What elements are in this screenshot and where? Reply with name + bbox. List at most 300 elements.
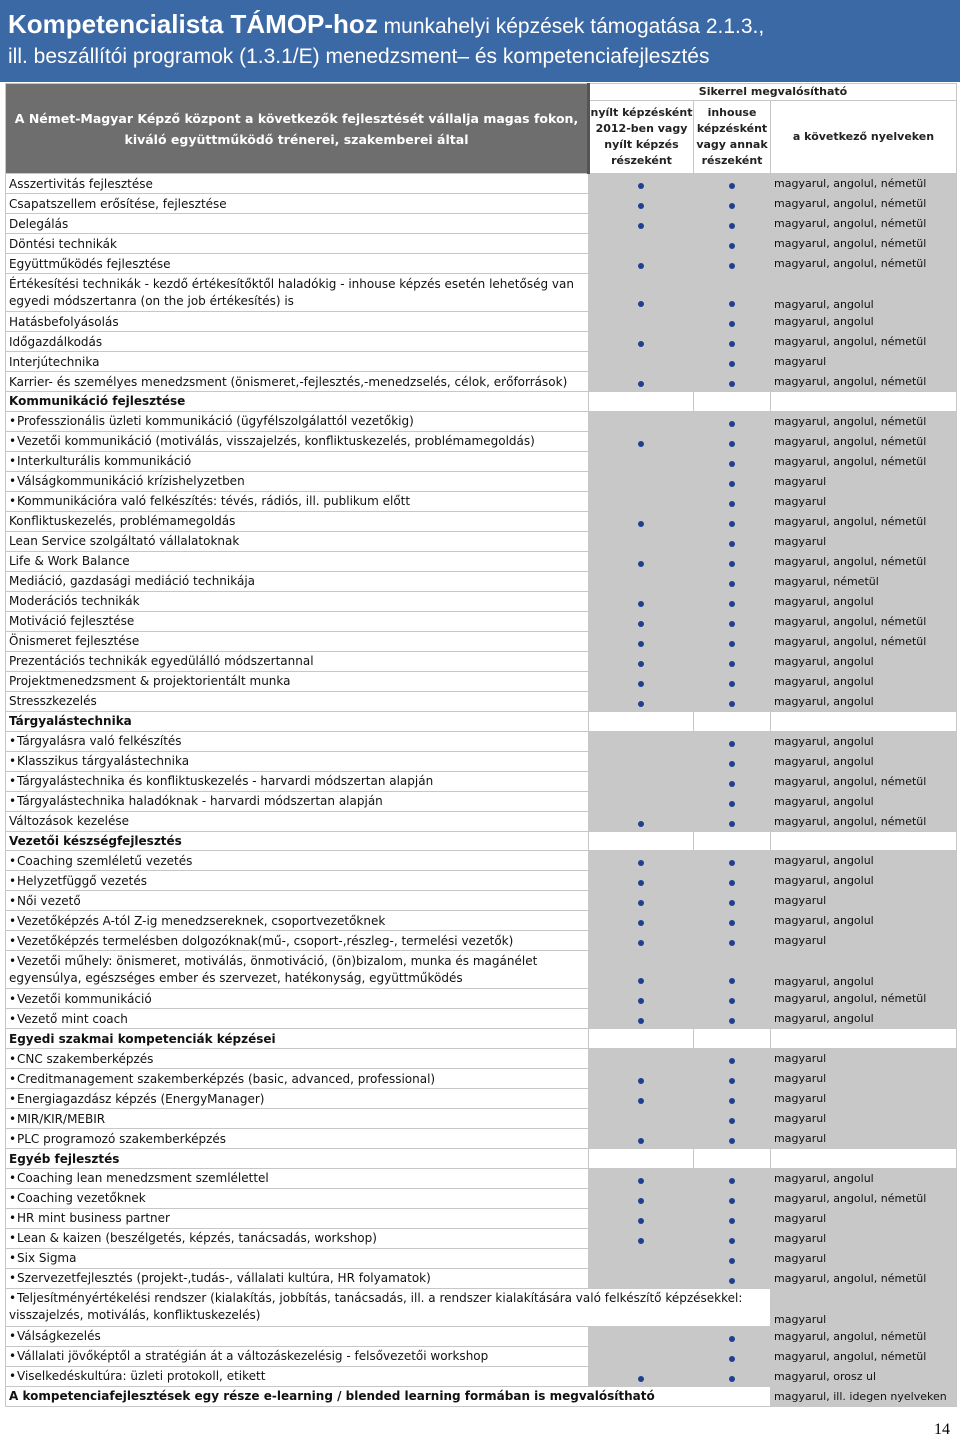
languages-cell: magyarul, angolul, németül bbox=[771, 611, 957, 631]
row-label bbox=[6, 1248, 589, 1268]
availability-dot-icon bbox=[638, 900, 644, 906]
availability-dot-icon bbox=[638, 1198, 644, 1204]
open-course-cell bbox=[589, 352, 694, 372]
availability-dot-icon bbox=[638, 1078, 644, 1084]
row-label-text: Vezetői kommunikáció bbox=[17, 991, 152, 1006]
table-row bbox=[6, 531, 957, 551]
availability-dot-icon bbox=[729, 821, 735, 827]
bullet-icon: • bbox=[9, 853, 17, 868]
row-label bbox=[6, 1366, 589, 1386]
row-label-text: CNC szakemberképzés bbox=[17, 1051, 154, 1066]
languages-cell: magyarul, angolul, németül bbox=[771, 214, 957, 234]
row-label-text: Válságkezelés bbox=[17, 1329, 101, 1344]
row-label-text: Tárgyalásra való felkészítés bbox=[17, 734, 182, 749]
bullet-icon: • bbox=[9, 1369, 17, 1384]
row-label-text: Interkulturális kommunikáció bbox=[17, 454, 192, 469]
row-label bbox=[6, 254, 589, 274]
languages-cell: magyarul bbox=[771, 1228, 957, 1248]
availability-dot-icon bbox=[729, 243, 735, 249]
availability-dot-icon bbox=[729, 601, 735, 607]
inhouse-cell bbox=[694, 1069, 771, 1089]
bullet-icon: • bbox=[9, 794, 17, 809]
availability-dot-icon bbox=[729, 1138, 735, 1144]
inhouse-cell bbox=[694, 891, 771, 911]
languages-cell: magyarul bbox=[771, 931, 957, 951]
open-course-cell bbox=[589, 1346, 694, 1366]
table-row bbox=[6, 851, 957, 871]
inhouse-cell bbox=[694, 711, 771, 731]
inhouse-cell bbox=[694, 214, 771, 234]
availability-dot-icon bbox=[638, 1018, 644, 1024]
availability-dot-icon bbox=[729, 801, 735, 807]
table-row bbox=[6, 811, 957, 831]
open-course-cell bbox=[589, 551, 694, 571]
languages-cell: magyarul, angolul bbox=[771, 312, 957, 332]
inhouse-cell bbox=[694, 831, 771, 851]
bullet-icon: • bbox=[9, 1131, 17, 1146]
availability-dot-icon bbox=[729, 203, 735, 209]
open-course-cell bbox=[589, 411, 694, 431]
row-label-text: Lean Service szolgáltató vállalatoknak bbox=[9, 534, 240, 549]
col-open-header: nyílt képzésként 2012-ben vagy nyílt képzés részeként bbox=[589, 101, 694, 174]
availability-dot-icon bbox=[729, 321, 735, 327]
inhouse-cell bbox=[694, 931, 771, 951]
row-label bbox=[6, 631, 589, 651]
row-label-text: Együttműködés fejlesztése bbox=[9, 256, 171, 271]
languages-cell: magyarul, ill. idegen nyelveken bbox=[771, 1386, 957, 1406]
row-label bbox=[6, 1129, 589, 1149]
row-label bbox=[6, 851, 589, 871]
row-label-text: Vezetői műhely: önismeret, motiválás, önmotiváció, (ön)bizalom, munka és magánélet egyensúlya, egészséges ember és szervezet, hatékonyság, együttműködés bbox=[9, 953, 538, 985]
languages-cell: magyarul, angolul, németül bbox=[771, 1346, 957, 1366]
title-line2: ill. beszállítói programok (1.3.1/E) menedzsment– és kompetenciafejlesztés bbox=[8, 45, 710, 68]
table-row bbox=[6, 1168, 957, 1188]
open-course-cell bbox=[589, 611, 694, 631]
row-label-text: Vezető mint coach bbox=[17, 1011, 128, 1026]
open-course-cell bbox=[589, 731, 694, 751]
row-label bbox=[6, 312, 589, 332]
row-label-text: Vezetőképzés termelésben dolgozóknak(mű-, csoport-,részleg-, termelési vezetők) bbox=[17, 933, 514, 948]
row-label bbox=[6, 1069, 589, 1089]
languages-cell: magyarul, angolul, németül bbox=[771, 551, 957, 571]
availability-dot-icon bbox=[729, 998, 735, 1004]
row-label-text: Hatásbefolyásolás bbox=[9, 314, 119, 329]
open-course-cell bbox=[589, 1069, 694, 1089]
row-label-text: Viselkedéskultúra: üzleti protokoll, etikett bbox=[17, 1369, 266, 1384]
languages-cell bbox=[771, 831, 957, 851]
inhouse-cell bbox=[694, 951, 771, 989]
bullet-icon: • bbox=[9, 1271, 17, 1286]
languages-cell: magyarul, angolul bbox=[771, 1168, 957, 1188]
table-row bbox=[6, 1208, 957, 1228]
row-label bbox=[6, 1208, 589, 1228]
open-course-cell bbox=[589, 392, 694, 412]
row-label bbox=[6, 1009, 589, 1029]
table-row bbox=[6, 511, 957, 531]
languages-cell: magyarul, angolul bbox=[771, 911, 957, 931]
table-row bbox=[6, 332, 957, 352]
row-label-text: Motiváció fejlesztése bbox=[9, 614, 135, 629]
languages-cell: magyarul, angolul bbox=[771, 1009, 957, 1029]
row-label-text: Karrier- és személyes menedzsment (önismeret,-fejlesztés,-menedzselés, célok, erőforrások) bbox=[9, 374, 568, 389]
languages-cell bbox=[771, 392, 957, 412]
row-label bbox=[6, 731, 589, 751]
col-lang-header: a következő nyelveken bbox=[771, 101, 957, 174]
inhouse-cell bbox=[694, 1049, 771, 1069]
inhouse-cell bbox=[694, 1208, 771, 1228]
section-row bbox=[6, 1029, 957, 1049]
open-course-cell bbox=[589, 1268, 694, 1288]
row-label bbox=[6, 1188, 589, 1208]
table-row bbox=[6, 1346, 957, 1366]
open-course-cell bbox=[589, 1089, 694, 1109]
inhouse-cell bbox=[694, 1009, 771, 1029]
row-label bbox=[6, 711, 589, 731]
inhouse-cell bbox=[694, 1168, 771, 1188]
table-row bbox=[6, 751, 957, 771]
bullet-icon: • bbox=[9, 933, 17, 948]
availability-dot-icon bbox=[729, 621, 735, 627]
availability-dot-icon bbox=[638, 701, 644, 707]
languages-cell: magyarul, angolul bbox=[771, 851, 957, 871]
languages-cell: magyarul, angolul, németül bbox=[771, 431, 957, 451]
inhouse-cell bbox=[694, 531, 771, 551]
availability-dot-icon bbox=[638, 978, 644, 984]
availability-dot-icon bbox=[638, 263, 644, 269]
section-row bbox=[6, 1149, 957, 1169]
inhouse-cell bbox=[694, 1346, 771, 1366]
section-row bbox=[6, 711, 957, 731]
availability-dot-icon bbox=[729, 501, 735, 507]
row-label-text: Vezetői készségfejlesztés bbox=[9, 833, 182, 848]
bullet-icon: • bbox=[9, 991, 17, 1006]
inhouse-cell bbox=[694, 372, 771, 392]
availability-dot-icon bbox=[729, 940, 735, 946]
availability-dot-icon bbox=[729, 920, 735, 926]
open-course-cell bbox=[589, 431, 694, 451]
inhouse-cell bbox=[694, 771, 771, 791]
row-label bbox=[6, 491, 589, 511]
competency-table bbox=[5, 83, 957, 1407]
availability-dot-icon bbox=[729, 661, 735, 667]
inhouse-cell bbox=[694, 1089, 771, 1109]
inhouse-cell bbox=[694, 1268, 771, 1288]
bullet-icon: • bbox=[9, 1191, 17, 1206]
table-row bbox=[6, 951, 957, 989]
row-label bbox=[6, 531, 589, 551]
row-label bbox=[6, 989, 589, 1009]
inhouse-cell bbox=[694, 254, 771, 274]
languages-cell: magyarul, angolul, németül bbox=[771, 194, 957, 214]
row-label bbox=[6, 871, 589, 891]
row-label bbox=[6, 911, 589, 931]
table-row bbox=[6, 1228, 957, 1248]
inhouse-cell bbox=[694, 1029, 771, 1049]
inhouse-cell bbox=[694, 511, 771, 531]
row-label bbox=[6, 751, 589, 771]
inhouse-cell bbox=[694, 431, 771, 451]
row-label bbox=[6, 1386, 771, 1406]
inhouse-cell bbox=[694, 411, 771, 431]
table-row bbox=[6, 274, 957, 312]
availability-dot-icon bbox=[729, 978, 735, 984]
row-label bbox=[6, 651, 589, 671]
bullet-icon: • bbox=[9, 1071, 17, 1086]
availability-dot-icon bbox=[729, 521, 735, 527]
availability-dot-icon bbox=[638, 1376, 644, 1382]
row-label-text: Coaching vezetőknek bbox=[17, 1191, 146, 1206]
bullet-icon: • bbox=[9, 1091, 17, 1106]
languages-cell: magyarul, angolul bbox=[771, 791, 957, 811]
languages-cell bbox=[771, 1029, 957, 1049]
table-row bbox=[6, 1248, 957, 1268]
availability-dot-icon bbox=[638, 920, 644, 926]
table-row bbox=[6, 871, 957, 891]
open-course-cell bbox=[589, 471, 694, 491]
inhouse-cell bbox=[694, 551, 771, 571]
row-label-text: Moderációs technikák bbox=[9, 594, 140, 609]
open-course-cell bbox=[589, 332, 694, 352]
languages-cell: magyarul, orosz ul bbox=[771, 1366, 957, 1386]
languages-cell: magyarul, angolul, németül bbox=[771, 1326, 957, 1346]
table-row bbox=[6, 1069, 957, 1089]
inhouse-cell bbox=[694, 1228, 771, 1248]
languages-cell: magyarul bbox=[771, 491, 957, 511]
table-row bbox=[6, 451, 957, 471]
languages-cell: magyarul, angolul, németül bbox=[771, 511, 957, 531]
open-course-cell bbox=[589, 1109, 694, 1129]
inhouse-cell bbox=[694, 194, 771, 214]
title-bar bbox=[0, 0, 960, 82]
inhouse-cell bbox=[694, 591, 771, 611]
availability-dot-icon bbox=[638, 621, 644, 627]
table-row bbox=[6, 352, 957, 372]
availability-dot-icon bbox=[638, 203, 644, 209]
bullet-icon: • bbox=[9, 1349, 17, 1364]
availability-dot-icon bbox=[729, 1078, 735, 1084]
bullet-icon: • bbox=[9, 1011, 17, 1026]
inhouse-cell bbox=[694, 174, 771, 194]
availability-dot-icon bbox=[729, 1118, 735, 1124]
inhouse-cell bbox=[694, 274, 771, 312]
table-row bbox=[6, 1049, 957, 1069]
bullet-icon: • bbox=[9, 893, 17, 908]
table-row bbox=[6, 1089, 957, 1109]
table-row bbox=[6, 471, 957, 491]
bullet-icon: • bbox=[9, 494, 17, 509]
open-course-cell bbox=[589, 234, 694, 254]
availability-dot-icon bbox=[638, 441, 644, 447]
table-row bbox=[6, 372, 957, 392]
row-label-text: Vezetői kommunikáció (motiválás, visszajelzés, konfliktuskezelés, problémamegoldás) bbox=[17, 434, 535, 449]
bullet-icon: • bbox=[9, 414, 17, 429]
table-row bbox=[6, 771, 957, 791]
row-label-text: Női vezető bbox=[17, 893, 81, 908]
row-label bbox=[6, 1228, 589, 1248]
row-label-text: MIR/KIR/MEBIR bbox=[17, 1111, 106, 1126]
languages-cell: magyarul, angolul, németül bbox=[771, 811, 957, 831]
row-label-text: PLC programozó szakemberképzés bbox=[17, 1131, 227, 1146]
table-row bbox=[6, 791, 957, 811]
inhouse-cell bbox=[694, 1129, 771, 1149]
availability-dot-icon bbox=[638, 1098, 644, 1104]
row-label-text: Válságkommunikáció krízishelyzetben bbox=[17, 474, 245, 489]
row-label bbox=[6, 451, 589, 471]
row-label-text: Kommunikációra való felkészítés: tévés, rádiós, ill. publikum előtt bbox=[17, 494, 411, 509]
languages-cell bbox=[771, 711, 957, 731]
bullet-icon: • bbox=[9, 1051, 17, 1066]
inhouse-cell bbox=[694, 1149, 771, 1169]
row-label-text: Vállalati jövőképtől a stratégián át a változáskezelésig - felsővezetői workshop bbox=[17, 1349, 489, 1364]
open-course-cell bbox=[589, 911, 694, 931]
row-label-text: Creditmanagement szakemberképzés (basic, advanced, professional) bbox=[17, 1071, 436, 1086]
availability-dot-icon bbox=[729, 481, 735, 487]
languages-cell: magyarul bbox=[771, 1049, 957, 1069]
row-label-text: A kompetenciafejlesztések egy része e-learning / blended learning formában is megvalósítható bbox=[9, 1389, 655, 1404]
inhouse-cell bbox=[694, 1188, 771, 1208]
open-course-cell bbox=[589, 1149, 694, 1169]
row-label bbox=[6, 274, 589, 312]
availability-dot-icon bbox=[729, 1278, 735, 1284]
table-row bbox=[6, 571, 957, 591]
row-label-text: Szervezetfejlesztés (projekt-,tudás-, vállalati kultúra, HR folyamatok) bbox=[17, 1271, 431, 1286]
row-label-text: Tárgyalástechnika haladóknak - harvardi módszertan alapján bbox=[17, 794, 383, 809]
table-row bbox=[6, 989, 957, 1009]
availability-dot-icon bbox=[638, 1218, 644, 1224]
table-row bbox=[6, 651, 957, 671]
languages-cell: magyarul, angolul, németül bbox=[771, 989, 957, 1009]
availability-dot-icon bbox=[638, 223, 644, 229]
row-label bbox=[6, 1049, 589, 1069]
inhouse-cell bbox=[694, 491, 771, 511]
availability-dot-icon bbox=[638, 521, 644, 527]
availability-dot-icon bbox=[638, 1138, 644, 1144]
open-course-cell bbox=[589, 214, 694, 234]
inhouse-cell bbox=[694, 911, 771, 931]
row-label bbox=[6, 372, 589, 392]
row-label-text: Mediáció, gazdasági mediáció technikája bbox=[9, 574, 256, 589]
title-bold: Kompetencialista TÁMOP-hoz bbox=[8, 9, 378, 39]
table-row bbox=[6, 411, 957, 431]
inhouse-cell bbox=[694, 1366, 771, 1386]
row-label bbox=[6, 1346, 589, 1366]
open-course-cell bbox=[589, 1009, 694, 1029]
table-row bbox=[6, 1188, 957, 1208]
table-row bbox=[6, 1129, 957, 1149]
inhouse-cell bbox=[694, 234, 771, 254]
row-label-text: Időgazdálkodás bbox=[9, 334, 103, 349]
row-label-text: Konfliktuskezelés, problémamegoldás bbox=[9, 514, 236, 529]
availability-dot-icon bbox=[638, 641, 644, 647]
availability-dot-icon bbox=[729, 1356, 735, 1362]
row-label-text: Interjútechnika bbox=[9, 354, 100, 369]
table-row bbox=[6, 214, 957, 234]
availability-dot-icon bbox=[729, 341, 735, 347]
availability-dot-icon bbox=[729, 1178, 735, 1184]
inhouse-cell bbox=[694, 989, 771, 1009]
languages-cell: magyarul, angolul bbox=[771, 731, 957, 751]
table-row bbox=[6, 551, 957, 571]
row-label bbox=[6, 771, 589, 791]
open-course-cell bbox=[589, 671, 694, 691]
table-body bbox=[6, 174, 957, 1407]
row-label-text: Teljesítményértékelési rendszer (kialakítás, jobbítás, tanácsadás, ill. a rendszer kialakítására való felkészítő képzésekkel: visszajelzés, motiválás, konfliktuskezelés) bbox=[9, 1291, 743, 1323]
table-row bbox=[6, 1109, 957, 1129]
row-label bbox=[6, 1288, 771, 1326]
languages-cell: magyarul bbox=[771, 1248, 957, 1268]
row-label bbox=[6, 691, 589, 711]
row-label bbox=[6, 931, 589, 951]
row-label bbox=[6, 951, 589, 989]
languages-cell: magyarul, angolul bbox=[771, 751, 957, 771]
availability-dot-icon bbox=[729, 741, 735, 747]
table-row bbox=[6, 1268, 957, 1288]
inhouse-cell bbox=[694, 691, 771, 711]
bullet-icon: • bbox=[9, 1231, 17, 1246]
row-label-text: Delegálás bbox=[9, 216, 69, 231]
availability-dot-icon bbox=[729, 1218, 735, 1224]
row-label-text: Six Sigma bbox=[17, 1251, 77, 1266]
inhouse-cell bbox=[694, 611, 771, 631]
availability-dot-icon bbox=[638, 381, 644, 387]
languages-cell: magyarul, angolul bbox=[771, 871, 957, 891]
row-label bbox=[6, 791, 589, 811]
table-row bbox=[6, 234, 957, 254]
languages-cell: magyarul bbox=[771, 1288, 957, 1326]
open-course-cell bbox=[589, 194, 694, 214]
row-label-text: Coaching szemléletű vezetés bbox=[17, 853, 193, 868]
availability-dot-icon bbox=[729, 1018, 735, 1024]
table-row bbox=[6, 1288, 957, 1326]
availability-dot-icon bbox=[729, 1258, 735, 1264]
bullet-icon: • bbox=[9, 1291, 17, 1306]
languages-cell: magyarul, angolul, németül bbox=[771, 174, 957, 194]
open-course-cell bbox=[589, 891, 694, 911]
availability-dot-icon bbox=[729, 301, 735, 307]
availability-dot-icon bbox=[729, 761, 735, 767]
inhouse-cell bbox=[694, 731, 771, 751]
row-label-text: Tárgyalástechnika bbox=[9, 714, 132, 729]
availability-dot-icon bbox=[638, 1238, 644, 1244]
open-course-cell bbox=[589, 651, 694, 671]
open-course-cell bbox=[589, 931, 694, 951]
availability-dot-icon bbox=[729, 880, 735, 886]
inhouse-cell bbox=[694, 811, 771, 831]
row-label-text: Coaching lean menedzsment szemlélettel bbox=[17, 1171, 269, 1186]
availability-dot-icon bbox=[729, 461, 735, 467]
bullet-icon: • bbox=[9, 1329, 17, 1344]
bullet-icon: • bbox=[9, 913, 17, 928]
row-label bbox=[6, 611, 589, 631]
languages-cell: magyarul, angolul, németül bbox=[771, 1188, 957, 1208]
languages-cell: magyarul, angolul, németül bbox=[771, 411, 957, 431]
availability-dot-icon bbox=[729, 421, 735, 427]
table-row bbox=[6, 891, 957, 911]
row-label-text: Lean & kaizen (beszélgetés, képzés, tanácsadás, workshop) bbox=[17, 1231, 377, 1246]
bullet-icon: • bbox=[9, 454, 17, 469]
open-course-cell bbox=[589, 771, 694, 791]
row-label bbox=[6, 392, 589, 412]
table-row bbox=[6, 491, 957, 511]
bullet-icon: • bbox=[9, 1211, 17, 1226]
availability-dot-icon bbox=[729, 1336, 735, 1342]
row-label-text: HR mint business partner bbox=[17, 1211, 170, 1226]
footer-row bbox=[6, 1386, 957, 1406]
bullet-icon: • bbox=[9, 1171, 17, 1186]
languages-cell bbox=[771, 1149, 957, 1169]
row-label-text: Önismeret fejlesztése bbox=[9, 634, 140, 649]
open-course-cell bbox=[589, 591, 694, 611]
